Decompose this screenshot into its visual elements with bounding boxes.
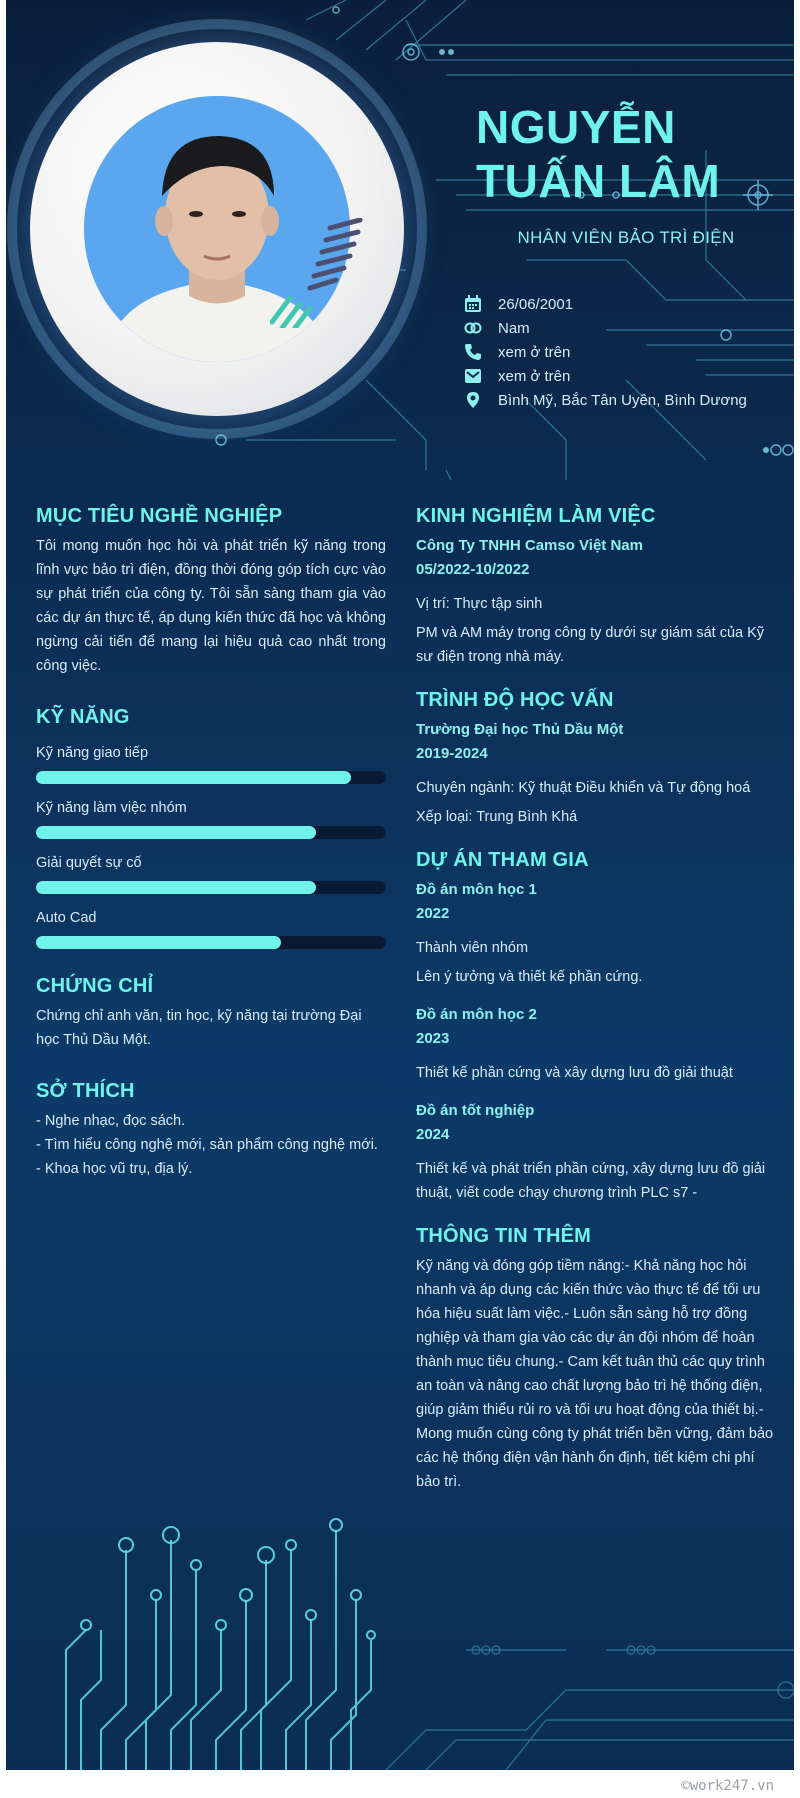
hobby-item: - Nghe nhạc, đọc sách. <box>36 1113 186 1129</box>
project-description: Thiết kế và phát triển phần cứng, xây dựng lưu đồ giải thuật, viết code chạy chương trình PLC s7 - <box>416 1161 766 1201</box>
candidate-name: NGUYỄN TUẤN LÂM <box>476 101 721 207</box>
certificates-text: Chứng chỉ anh văn, tin học, kỹ năng tại trường Đại học Thủ Dầu Một. <box>36 1008 362 1048</box>
left-column <box>36 505 386 1209</box>
projects-title: DỰ ÁN THAM GIA <box>416 849 589 871</box>
email-icon <box>462 365 484 387</box>
project-name: Đồ án tốt nghiệp <box>416 1102 535 1119</box>
contact-birthday <box>462 292 747 316</box>
experience-title: KINH NGHIỆM LÀM VIỆC <box>416 505 656 527</box>
education-grade: Xếp loại: Trung Bình Khá <box>416 809 578 825</box>
extra-info-text: Kỹ năng và đóng góp tiềm năng:- Khả năng học hỏi nhanh và áp dụng các kiến thức vào thực tế để tối ưu hóa hiệu suất làm việc.- Luôn sẵn sàng hỗ trợ đồng nghiệp và tham gia vào các dự án đội nhóm để hoàn thành mục tiêu chung.- Cam kết tuân thủ các quy trình an toàn và nâng cao chất lượng bảo trì hệ thống điện, giúp giảm thiểu rủi ro và tối ưu hoạt động của thiết bị.- Mong muốn cùng công ty phát triển bền vững, đảm bảo các hệ thống điện vận hành ổn định, tiết kiệm chi phí bảo trì. <box>416 1258 774 1490</box>
project-year: 2023 <box>416 1030 450 1047</box>
education-period: 2019-2024 <box>416 745 488 762</box>
skill-item <box>36 908 386 949</box>
watermark: ©work247.vn <box>681 1778 774 1794</box>
project-role: Thành viên nhóm <box>416 940 529 956</box>
education-section <box>416 689 776 829</box>
contact-address <box>462 388 747 412</box>
birthday-value: 26/06/2001 <box>498 295 574 313</box>
extra-info-title: THÔNG TIN THÊM <box>416 1225 592 1247</box>
contact-gender <box>462 316 747 340</box>
skill-bar-fill <box>36 826 316 839</box>
objective-section <box>36 505 386 678</box>
ring-stripes-decoration <box>270 218 380 328</box>
education-title: TRÌNH ĐỘ HỌC VẤN <box>416 689 614 711</box>
phone-value: xem ở trên <box>498 343 571 361</box>
skill-label: Auto Cad <box>36 910 97 926</box>
gender-value: Nam <box>498 319 530 337</box>
location-icon <box>462 389 484 411</box>
project-entry <box>416 1003 776 1085</box>
job-title: NHÂN VIÊN BẢO TRÌ ĐIỆN <box>517 228 735 247</box>
skill-label: Kỹ năng làm việc nhóm <box>36 800 187 816</box>
skill-bar <box>36 881 386 894</box>
skill-bar-fill <box>36 881 316 894</box>
education-major: Chuyên ngành: Kỹ thuật Điều khiển và Tự động hoá <box>416 780 751 796</box>
skill-item <box>36 853 386 894</box>
project-entry <box>416 878 776 989</box>
project-year: 2022 <box>416 905 450 922</box>
objective-title: MỤC TIÊU NGHỀ NGHIỆP <box>36 505 283 527</box>
avatar-frame <box>30 42 404 416</box>
project-entry <box>416 1099 776 1205</box>
skills-section <box>36 706 386 949</box>
cv-page <box>6 0 794 1770</box>
certificates-title: CHỨNG CHỈ <box>36 975 154 997</box>
contact-email <box>462 364 747 388</box>
skill-label: Kỹ năng giao tiếp <box>36 745 149 761</box>
extra-info-section <box>416 1225 776 1494</box>
project-description: Lên ý tưởng và thiết kế phần cứng. <box>416 969 643 985</box>
calendar-icon <box>462 293 484 315</box>
skill-label: Giải quyết sự cố <box>36 855 142 871</box>
contact-list <box>462 292 747 412</box>
skills-list <box>36 743 386 949</box>
contact-phone <box>462 340 747 364</box>
experience-section <box>416 505 776 669</box>
experience-position: Vị trí: Thực tập sinh <box>416 596 543 612</box>
certificates-section <box>36 975 386 1052</box>
phone-icon <box>462 341 484 363</box>
gender-icon <box>462 317 484 339</box>
project-name: Đồ án môn học 1 <box>416 881 537 898</box>
skills-title: KỸ NĂNG <box>36 706 130 728</box>
skill-bar-fill <box>36 771 351 784</box>
hobbies-title: SỞ THÍCH <box>36 1080 135 1102</box>
skill-bar <box>36 771 386 784</box>
experience-description: PM và AM máy trong công ty dưới sự giám sát của Kỹ sư điện trong nhà máy. <box>416 625 765 665</box>
skill-bar <box>36 936 386 949</box>
project-description: Thiết kế phần cứng và xây dựng lưu đồ giải thuật <box>416 1065 733 1081</box>
project-year: 2024 <box>416 1126 450 1143</box>
email-value: xem ở trên <box>498 367 571 385</box>
skill-item <box>36 798 386 839</box>
projects-section <box>416 849 776 1205</box>
address-value: Bình Mỹ, Bắc Tân Uyên, Bình Dương <box>498 391 747 409</box>
skill-bar <box>36 826 386 839</box>
experience-period: 05/2022-10/2022 <box>416 561 530 578</box>
skill-bar-fill <box>36 936 281 949</box>
objective-text: Tôi mong muốn học hỏi và phát triển kỹ năng trong lĩnh vực bảo trì điện, đồng thời đóng góp tích cực vào sự phát triển của công ty. Tôi sẵn sàng tham gia vào các dự án thực tế, áp dụng kiến thức đã học và không ngừng cải tiến để mang lại hiệu quả cao nhất trong công việc. <box>36 538 386 674</box>
project-name: Đồ án môn học 2 <box>416 1006 537 1023</box>
skill-item <box>36 743 386 784</box>
company-name: Công Ty TNHH Camso Việt Nam <box>416 537 643 554</box>
school-name: Trường Đại học Thủ Dầu Một <box>416 721 624 738</box>
hobby-item: - Tìm hiểu công nghệ mới, sản phẩm công nghệ mới. <box>36 1137 378 1153</box>
hobbies-section <box>36 1080 386 1181</box>
right-column <box>416 505 776 1522</box>
hobby-item: - Khoa học vũ trụ, địa lý. <box>36 1161 193 1177</box>
